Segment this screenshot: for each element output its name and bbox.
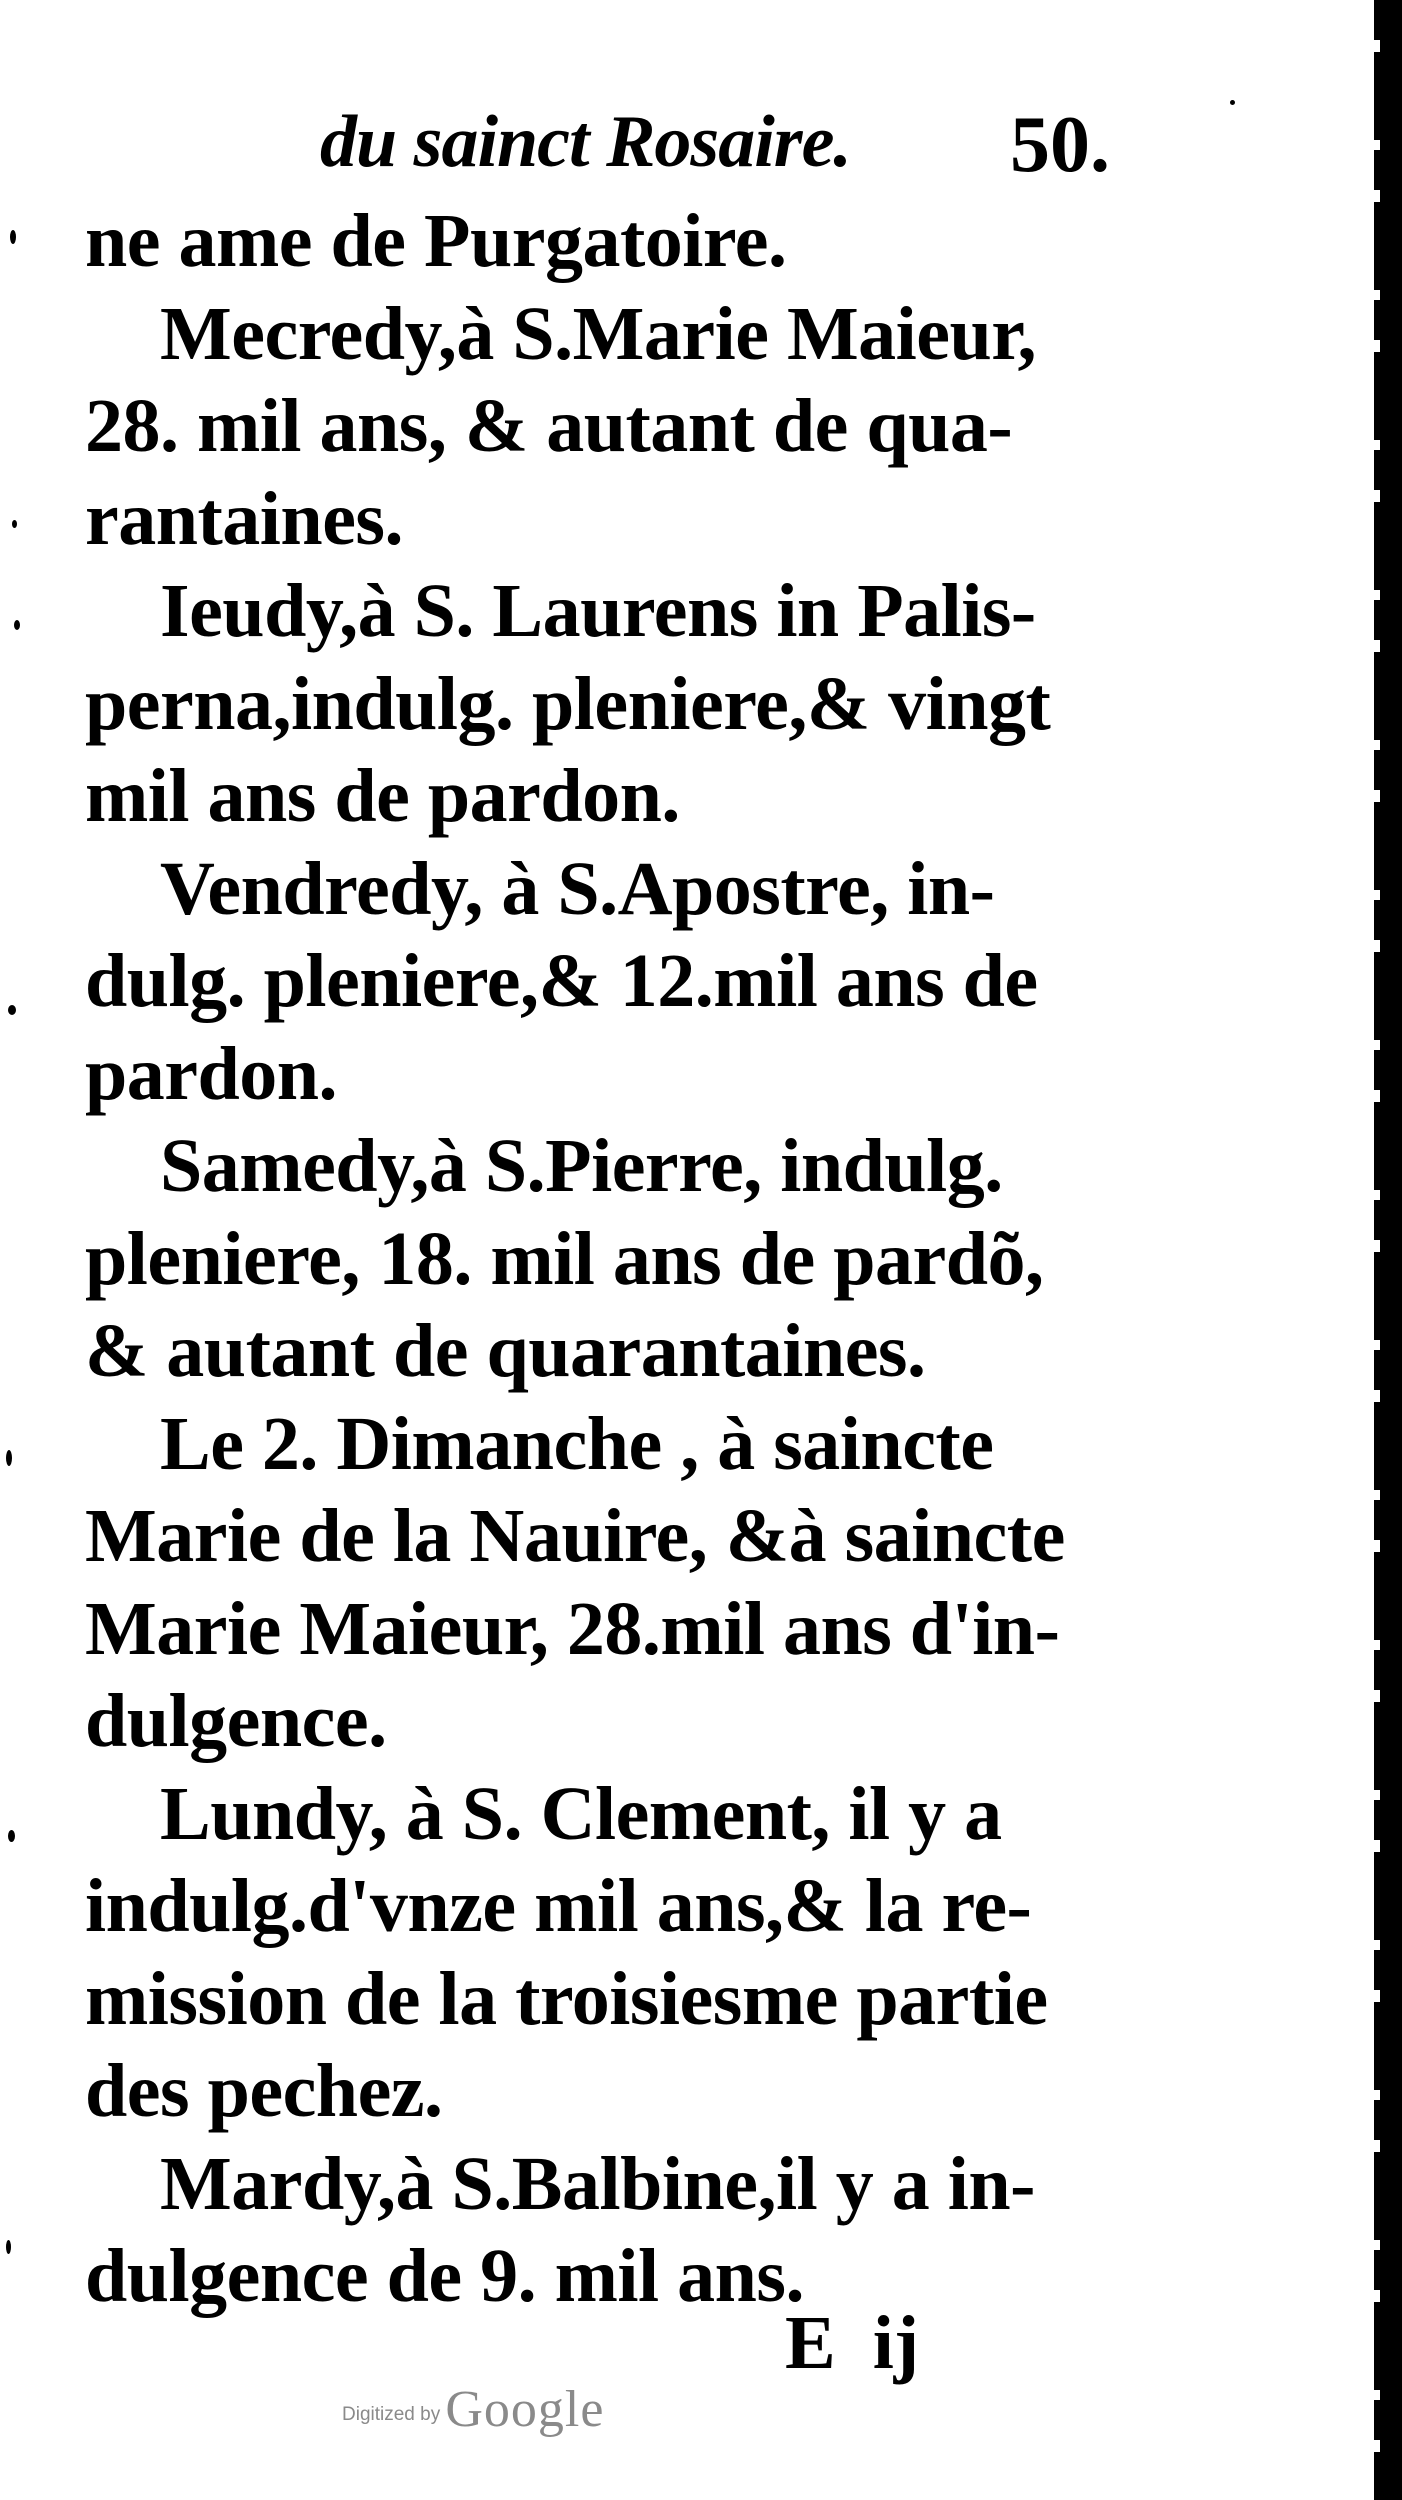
- text-line: pardon.: [85, 1031, 338, 1116]
- google-logo: Google: [445, 2381, 605, 2438]
- text-line: mil ans de pardon.: [85, 754, 680, 838]
- body-text: [85, 195, 1130, 2323]
- watermark-prefix: Digitized by: [342, 2404, 441, 2425]
- text-line: Lundy, à S. Clement, il y a: [160, 1771, 1002, 1856]
- text-line: Vendredy, à S.Apostre, in-: [160, 846, 995, 931]
- scan-speck: [10, 230, 16, 244]
- text-line: Ieudy,à S. Laurens in Palis-: [160, 569, 1036, 653]
- scan-speck: [8, 1005, 16, 1015]
- text-line: Le 2. Dimanche , à saincte: [160, 1401, 994, 1486]
- page-edge-border: [1374, 0, 1380, 2500]
- page-header: [320, 100, 1130, 210]
- text-line: perna,indulg. pleniere,& vingt: [85, 661, 1051, 746]
- page-edge-shadow: [1380, 0, 1402, 2500]
- page-number: 50.: [1010, 101, 1110, 189]
- scan-speck: [14, 620, 20, 630]
- text-line: indulg.d'vnze mil ans,& la re-: [85, 1864, 1032, 1948]
- scan-speck: [1230, 100, 1235, 105]
- text-line: Samedy,à S.Pierre, indulg.: [160, 1124, 1003, 1208]
- scan-speck: [6, 2240, 11, 2254]
- running-title: du sainct Rosaire.: [320, 101, 851, 183]
- text-line: & autant de quarantaines.: [85, 1309, 926, 1393]
- text-line: Marie de la Nauire, &à saincte: [85, 1494, 1065, 1578]
- catchword: E ij: [785, 2301, 920, 2385]
- text-line: Mecredy,à S.Marie Maieur,: [160, 291, 1037, 376]
- text-line: des pechez.: [85, 2049, 443, 2133]
- scan-speck: [12, 520, 17, 528]
- text-line: 28. mil ans, & autant de qua-: [85, 384, 1013, 468]
- text-line: dulgence.: [85, 1679, 387, 1763]
- text-line: pleniere, 18. mil ans de pardõ,: [85, 1216, 1044, 1301]
- text-line: Mardy,à S.Balbine,il y a in-: [160, 2141, 1035, 2226]
- digitized-by-watermark: [342, 2380, 604, 2439]
- text-line: dulgence de 9. mil ans.: [85, 2234, 804, 2318]
- text-line: dulg. pleniere,& 12.mil ans de: [85, 939, 1038, 1023]
- text-line: mission de la troisiesme partie: [85, 1956, 1048, 2041]
- scan-speck: [8, 1830, 15, 1842]
- text-line: Marie Maieur, 28.mil ans d'in-: [85, 1586, 1060, 1671]
- text-line: rantaines.: [85, 476, 403, 561]
- scan-speck: [6, 1450, 12, 1466]
- text-line: ne ame de Purgatoire.: [85, 199, 787, 283]
